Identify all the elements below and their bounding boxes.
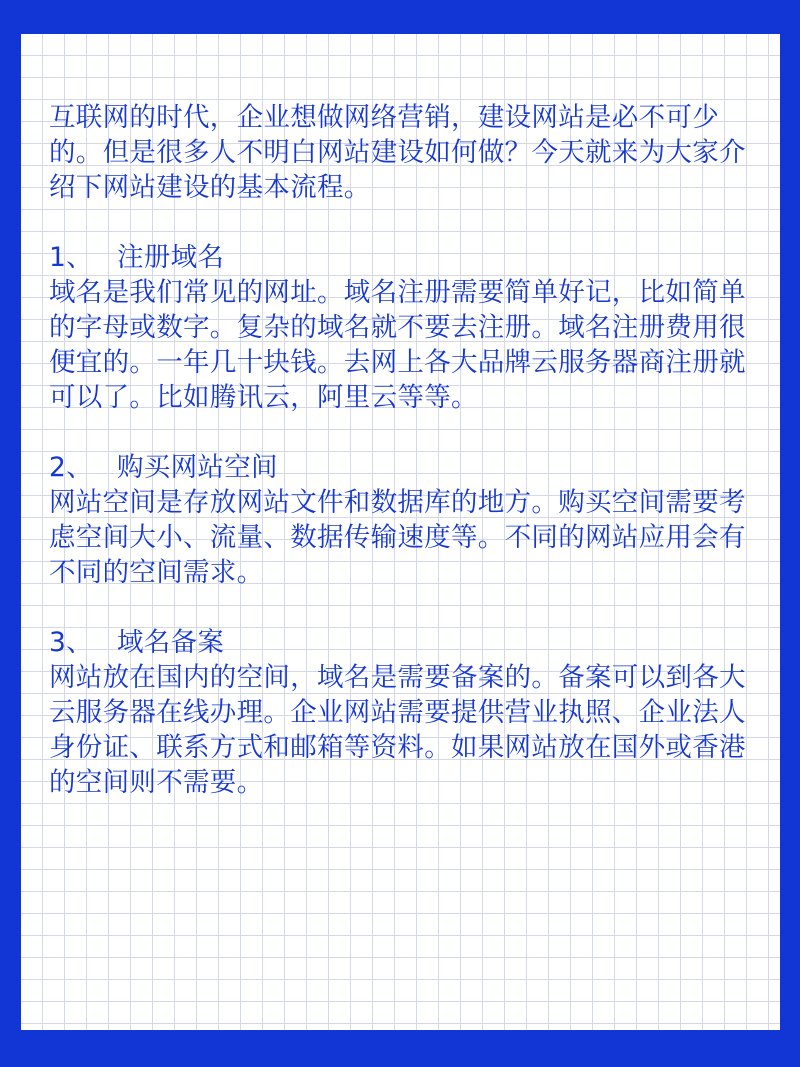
section-domain-filing — [49, 625, 759, 800]
section-number: 3、 — [49, 627, 93, 658]
section-body: 网站放在国内的空间，域名是需要备案的。备案可以到各大云服务器在线办理。企业网站需要提供营业执照、企业法人身份证、联系方式和邮箱等资料。如果网站放在国外或香港的空间则不需要。 — [49, 662, 746, 798]
section-number: 2、 — [49, 452, 93, 483]
section-title: 域名备案 — [117, 627, 225, 658]
section-register-domain — [49, 240, 759, 415]
section-body: 域名是我们常见的网址。域名注册需要简单好记，比如简单的字母或数字。复杂的域名就不要去注册。域名注册费用很便宜的。一年几十块钱。去网上各大品牌云服务器商注册就可以了。比如腾讯云，阿里云等等。 — [49, 277, 746, 413]
section-title: 注册域名 — [117, 242, 225, 273]
article-content — [49, 100, 759, 800]
section-title: 购买网站空间 — [117, 452, 278, 483]
section-buy-hosting — [49, 450, 759, 590]
grid-paper-sheet — [21, 34, 780, 1030]
section-heading — [49, 450, 759, 485]
section-number: 1、 — [49, 242, 93, 273]
section-body: 网站空间是存放网站文件和数据库的地方。购买空间需要考虑空间大小、流量、数据传输速度等。不同的网站应用会有不同的空间需求。 — [49, 487, 746, 588]
section-heading — [49, 625, 759, 660]
section-heading — [49, 240, 759, 275]
intro-paragraph: 互联网的时代，企业想做网络营销，建设网站是必不可少的。但是很多人不明白网站建设如何做？今天就来为大家介绍下网站建设的基本流程。 — [49, 102, 746, 203]
